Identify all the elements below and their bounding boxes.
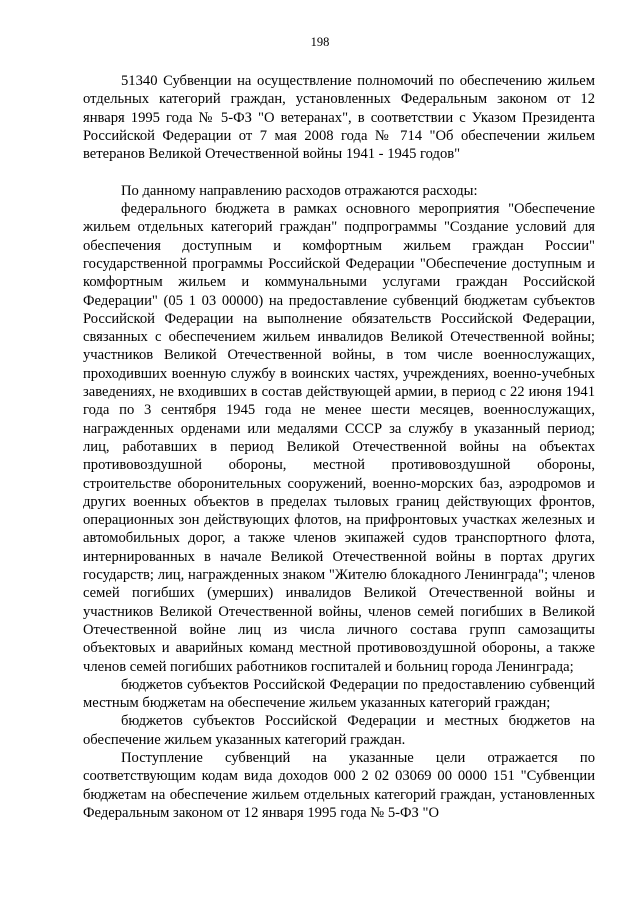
paragraph-federal-budget: федерального бюджета в рамках основного мероприятия "Обеспечение жильем отдельных категорий граждан" подпрограммы "Создание условий для обеспечения доступным и комфортным жильем граждан России" государственной программы Российской Федерации "Обеспечение доступным и комфортным жильем и коммунальными услугами граждан Российской Федерации" (05 1 03 00000) на предоставление субвенций бюджетам субъектов Российской Федерации на выполнение обязательств Российской Федерации, связанных с обеспечением жильем инвалидов Великой Отечественной войны; участников Великой Отечественной войны, в том числе военнослужащих, проходивших военную службу в воинских частях, учреждениях, военно-учебных заведениях, не входивших в состав действующей армии, в период с 22 июня 1941 года по 3 сентября 1945 года не менее шести месяцев, военнослужащих, награжденных орденами или медалями СССР за службу в указанный период; лиц, работавших в период Великой Отечественной войны на объектах противовоздушной обороны, местной противовоздушной обороны, строительстве оборонительных сооружений, военно-морских баз, аэродромов и других военных объектов в пределах тыловых границ действующих фронтов, операционных зон действующих флотов, на прифронтовых участках железных и автомобильных дорог, а также членов экипажей судов транспортного флота, интернированных в начале Великой Отечественной войны в портах других государств; лиц, награжденных знаком "Жителю блокадного Ленинграда"; членов семей погибших (умерших) инвалидов Великой Отечественной войны и участников Великой Отечественной войны, членов семей погибших в Великой Отечественной войне лиц из числа личного состава групп самозащиты объектовых и аварийных команд местной противовоздушной обороны, а также членов семей погибших работников госпиталей и больниц города Ленинграда; (83, 201, 595, 675)
paragraph-revenue-codes: Поступление субвенций на указанные цели отражается по соответствующим кодам вида доходов 000 2 02 03069 00 0000 151 "Субвенции бюджетам на обеспечение жильем отдельных категорий граждан, установленных Федеральным законом от 12 января 1995 года № 5-ФЗ "О (83, 749, 595, 821)
section-heading: 51340 Субвенции на осуществление полномочий по обеспечению жильем отдельных категорий граждан, установленных Федеральным законом от 12 января 1995 года № 5-ФЗ "О ветеранах", в соответствии с Указом Президента Российской Федерации от 7 мая 2008 года № 714 "Об обеспечении жильем ветеранов Великой Отечественной войны 1941 - 1945 годов" (83, 73, 595, 163)
page-number: 198 (310, 35, 330, 49)
paragraph-subject-budgets: бюджетов субъектов Российской Федерации по предоставлению субвенций местным бюджетам на обеспечение жильем указанных категорий граждан; (83, 676, 595, 712)
document-body (83, 72, 595, 822)
paragraph-subject-and-local-budgets: бюджетов субъектов Российской Федерации и местных бюджетов на обеспечение жильем указанных категорий граждан. (83, 713, 595, 748)
paragraph-intro: По данному направлению расходов отражаются расходы: (121, 182, 478, 199)
